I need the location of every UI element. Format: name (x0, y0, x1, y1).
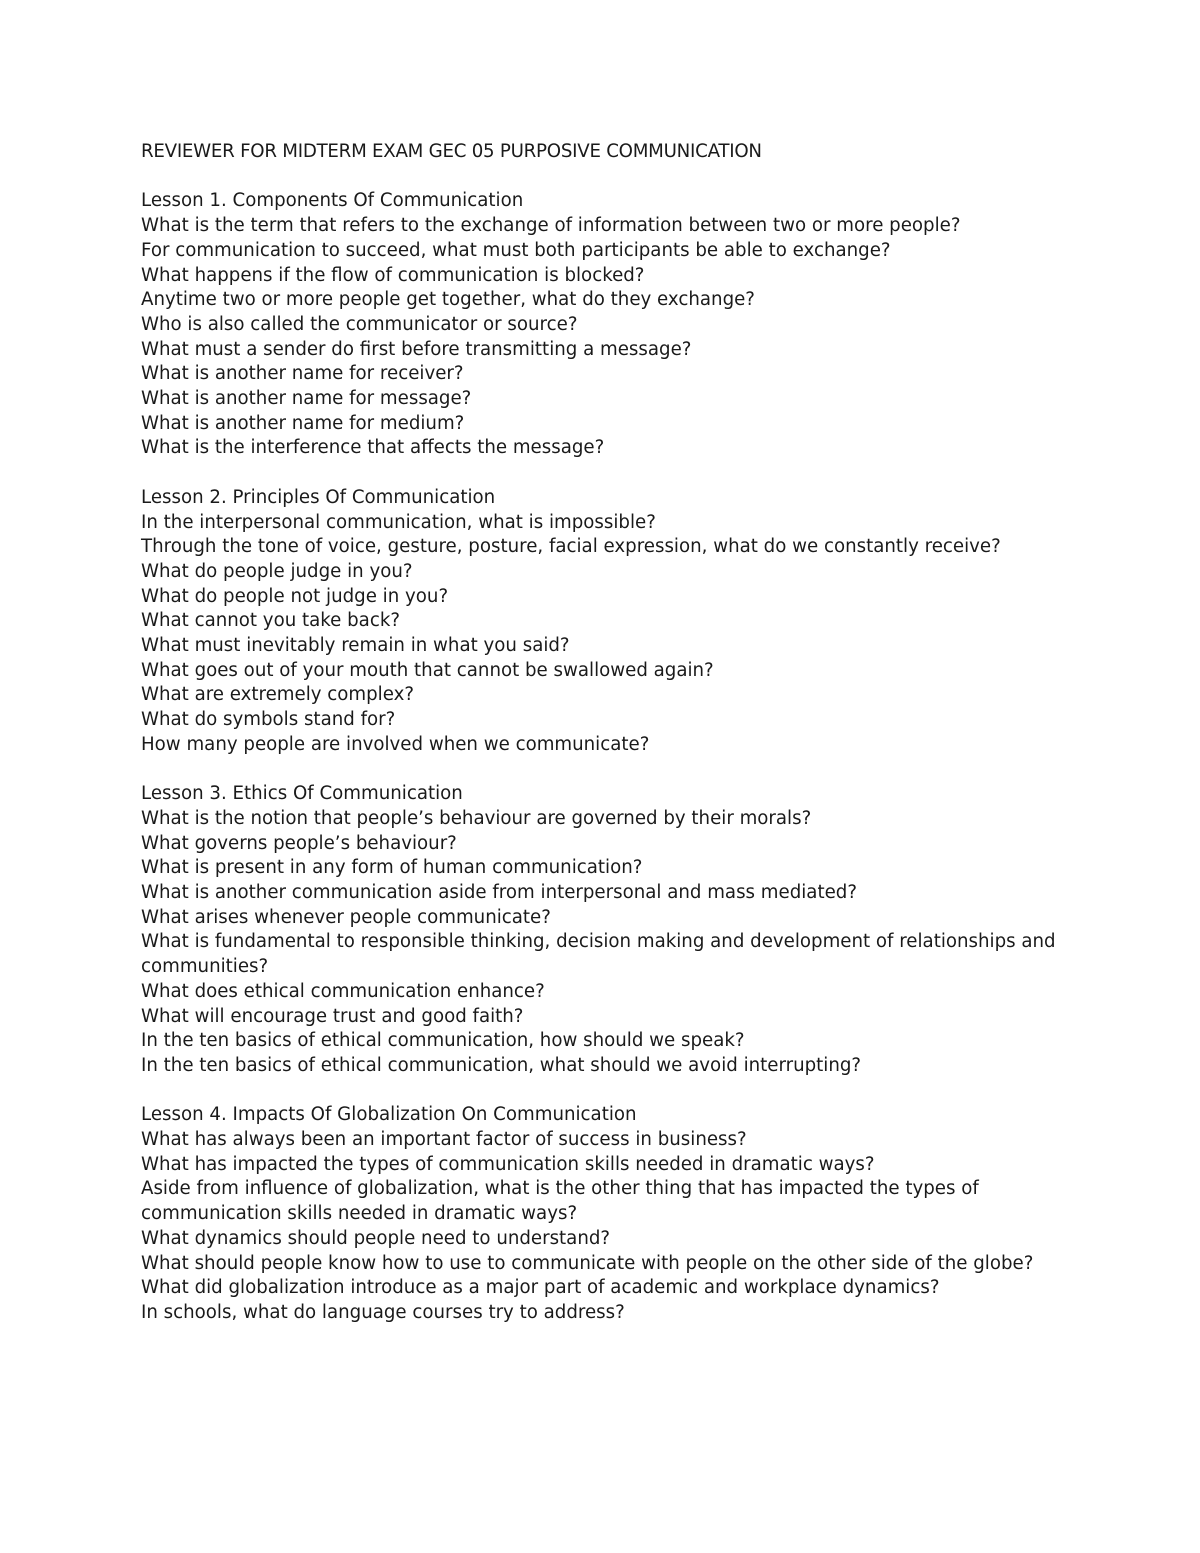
question-item: What is fundamental to responsible thinking, decision making and development of relationships and communities? (141, 931, 1056, 978)
question-item: What must inevitably remain in what you said? (141, 635, 570, 657)
question-item: For communication to succeed, what must both participants be able to exchange? (141, 239, 891, 261)
question-item: In the interpersonal communication, what is impossible? (141, 511, 656, 533)
question-item: Aside from influence of globalization, what is the other thing that has impacted the types of communication skills needed in dramatic ways? (141, 1178, 979, 1225)
question-item: What must a sender do first before transmitting a message? (141, 338, 692, 360)
lesson-heading: Lesson 4. Impacts Of Globalization On Communication (141, 1104, 637, 1126)
question-item: What does ethical communication enhance? (141, 980, 545, 1002)
question-item: What is the term that refers to the exchange of information between two or more people? (141, 215, 961, 237)
question-item: In the ten basics of ethical communication, how should we speak? (141, 1030, 745, 1052)
question-item: What is another name for medium? (141, 412, 465, 434)
question-item: What is the notion that people’s behaviour are governed by their morals? (141, 807, 812, 829)
question-item: What goes out of your mouth that cannot be swallowed again? (141, 659, 714, 681)
question-item: What is another name for receiver? (141, 363, 464, 385)
question-item: In schools, what do language courses try to address? (141, 1301, 625, 1323)
question-item: What do symbols stand for? (141, 709, 396, 731)
question-item: What did globalization introduce as a major part of academic and workplace dynamics? (141, 1277, 940, 1299)
question-item: What happens if the flow of communication is blocked? (141, 264, 645, 286)
question-item: What are extremely complex? (141, 684, 415, 706)
lesson-section (141, 189, 1057, 461)
question-item: What do people not judge in you? (141, 585, 449, 607)
lesson-heading: Lesson 3. Ethics Of Communication (141, 783, 463, 805)
question-item: Anytime two or more people get together, what do they exchange? (141, 289, 755, 311)
question-item: What should people know how to use to communicate with people on the other side of the globe? (141, 1252, 1034, 1274)
question-item: What is the interference that affects the message? (141, 437, 605, 459)
question-item: What will encourage trust and good faith? (141, 1005, 524, 1027)
question-item: What is present in any form of human communication? (141, 857, 643, 879)
question-item: Who is also called the communicator or source? (141, 313, 578, 335)
question-item: In the ten basics of ethical communication, what should we avoid interrupting? (141, 1054, 862, 1076)
lesson-section (141, 1103, 1057, 1325)
question-item: What governs people’s behaviour? (141, 832, 457, 854)
lesson-heading: Lesson 2. Principles Of Communication (141, 486, 496, 508)
question-item: What dynamics should people need to understand? (141, 1227, 611, 1249)
lesson-heading: Lesson 1. Components Of Communication (141, 190, 524, 212)
lessons-container (141, 189, 1057, 1325)
question-item: What arises whenever people communicate? (141, 906, 551, 928)
question-item: What is another name for message? (141, 388, 472, 410)
question-item: What has always been an important factor of success in business? (141, 1129, 747, 1151)
question-item: What do people judge in you? (141, 560, 413, 582)
document-title: REVIEWER FOR MIDTERM EXAM GEC 05 PURPOSIVE COMMUNICATION (141, 141, 762, 162)
question-item: How many people are involved when we communicate? (141, 733, 650, 755)
question-item: What is another communication aside from interpersonal and mass mediated? (141, 882, 857, 904)
lesson-section (141, 782, 1057, 1078)
lesson-section (141, 486, 1057, 758)
question-item: What cannot you take back? (141, 610, 401, 632)
question-item: What has impacted the types of communication skills needed in dramatic ways? (141, 1153, 875, 1175)
question-item: Through the tone of voice, gesture, posture, facial expression, what do we constantly receive? (141, 536, 1001, 558)
document-page (141, 140, 1057, 1326)
